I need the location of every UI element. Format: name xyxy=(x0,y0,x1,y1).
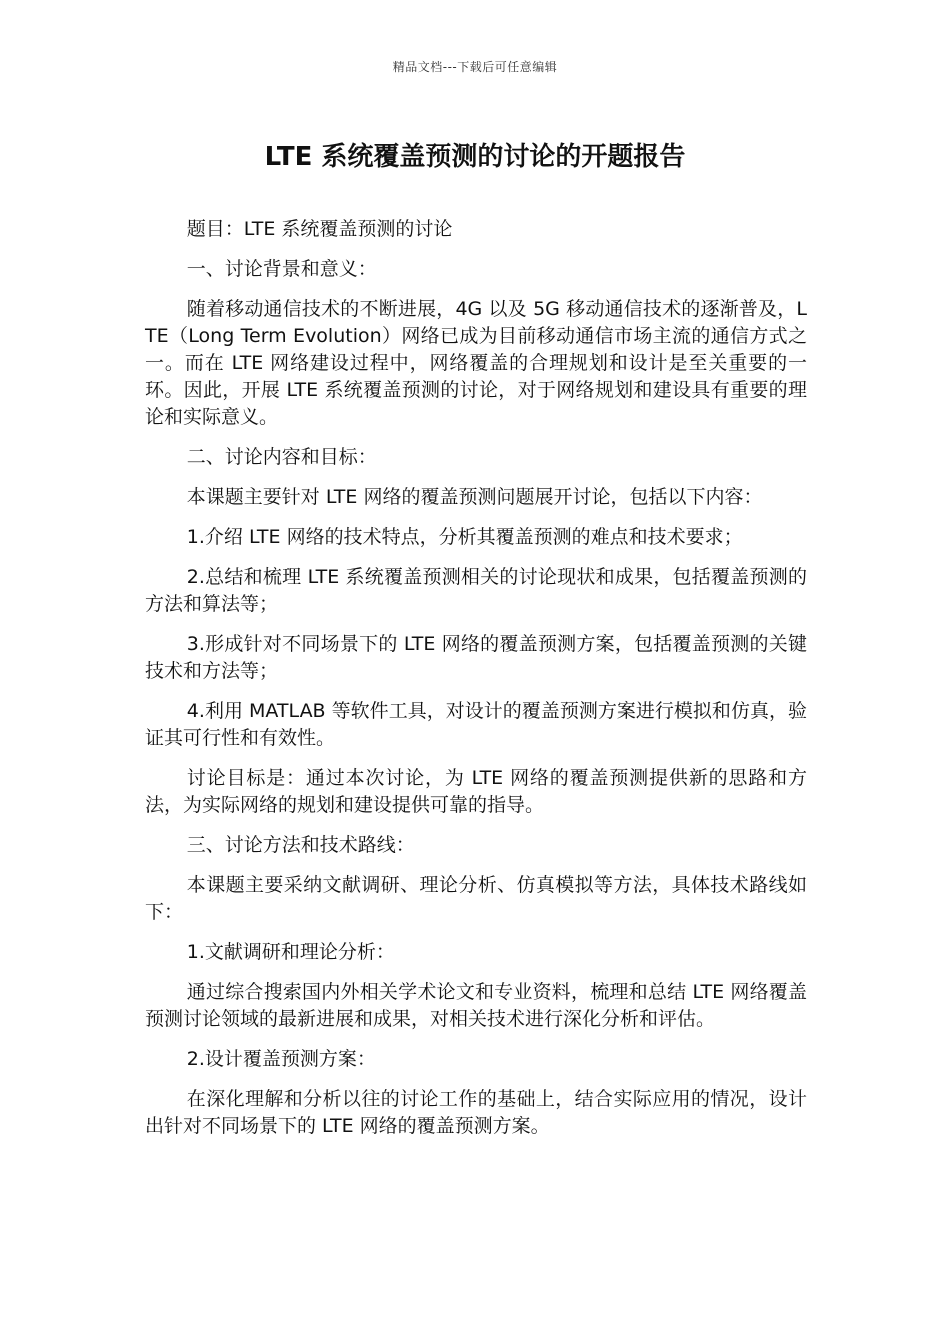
section-heading-method: 三、讨论方法和技术路线： xyxy=(186,834,415,856)
section-heading-background: 一、讨论背景和意义： xyxy=(186,258,377,280)
paragraph-design: 在深化理解和分析以往的讨论工作的基础上，结合实际应用的情况，设计出针对不同场景下的 LTE 网络的覆盖预测方案。 xyxy=(145,1088,807,1137)
list-item-content-3: 3.形成针对不同场景下的 LTE 网络的覆盖预测方案，包括覆盖预测的关键技术和方法等； xyxy=(145,633,807,682)
section-heading-content: 二、讨论内容和目标： xyxy=(186,446,377,468)
paragraph-background: 随着移动通信技术的不断进展，4G 以及 5G 移动通信技术的逐渐普及，LTE（Long Term Evolution）网络已成为目前移动通信市场主流的通信方式之一。而在 LTE 网络建设过程中，网络覆盖的合理规划和设计是至关重要的一环。因此，开展 LTE 系统覆盖预测的讨论，对于网络规划和建设具有重要的理论和实际意义。 xyxy=(145,298,807,428)
list-item-content-2: 2.总结和梳理 LTE 系统覆盖预测相关的讨论现状和成果，包括覆盖预测的方法和算法等； xyxy=(145,566,807,615)
header-note: 精品文档---下载后可任意编辑 xyxy=(392,60,558,74)
subheading-literature: 1.文献调研和理论分析： xyxy=(186,941,395,963)
paragraph-content-intro: 本课题主要针对 LTE 网络的覆盖预测问题展开讨论，包括以下内容： xyxy=(186,486,763,508)
subheading-design: 2.设计覆盖预测方案： xyxy=(186,1048,376,1070)
list-item-content-1: 1.介绍 LTE 网络的技术特点，分析其覆盖预测的难点和技术要求； xyxy=(186,526,743,548)
document-body xyxy=(145,216,807,1153)
paragraph-literature: 通过综合搜索国内外相关学术论文和专业资料，梳理和总结 LTE 网络覆盖预测讨论领域的最新进展和成果，对相关技术进行深化分析和评估。 xyxy=(145,981,807,1030)
paragraph-method-intro: 本课题主要采纳文献调研、理论分析、仿真模拟等方法，具体技术路线如下： xyxy=(145,874,807,923)
paragraph-topic: 题目：LTE 系统覆盖预测的讨论 xyxy=(186,218,453,240)
paragraph-goal: 讨论目标是：通过本次讨论，为 LTE 网络的覆盖预测提供新的思路和方法，为实际网络的规划和建设提供可靠的指导。 xyxy=(145,767,807,816)
list-item-content-4: 4.利用 MATLAB 等软件工具，对设计的覆盖预测方案进行模拟和仿真，验证其可行性和有效性。 xyxy=(145,700,807,749)
document-title: LTE 系统覆盖预测的讨论的开题报告 xyxy=(264,142,686,172)
